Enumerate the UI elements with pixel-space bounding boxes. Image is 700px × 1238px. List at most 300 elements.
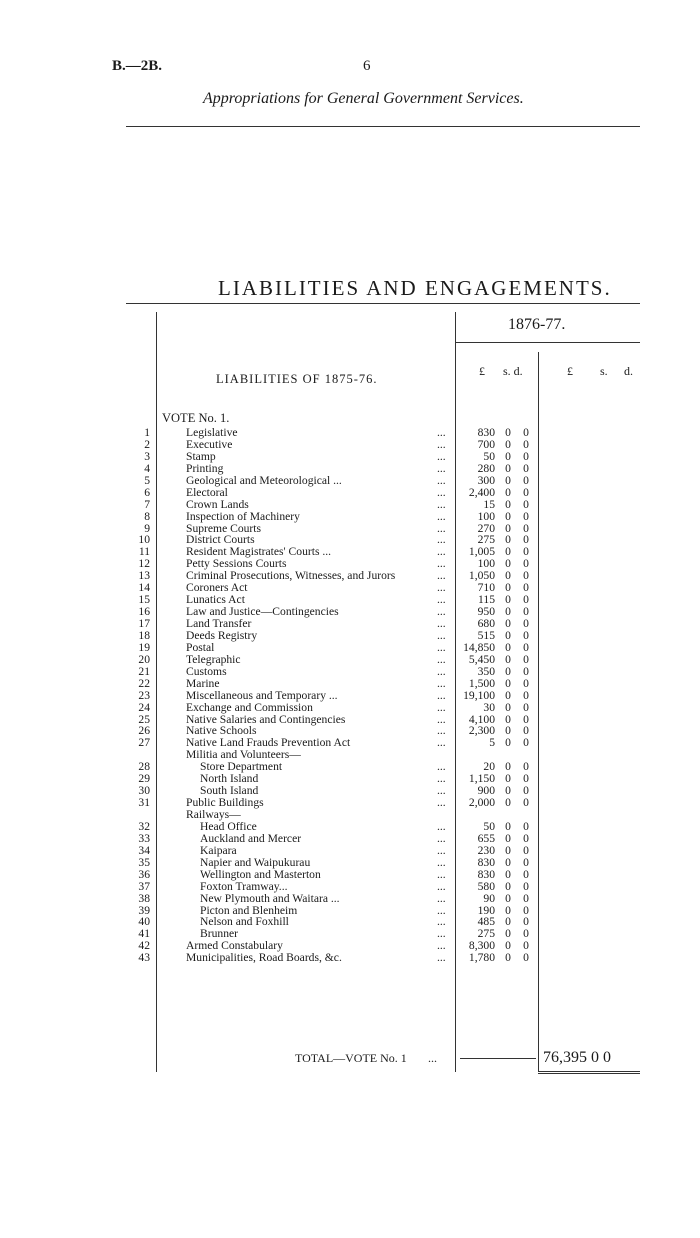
- row-number: 43: [138, 951, 150, 965]
- row-pence: 0: [523, 449, 529, 463]
- leader-dots: ...: [437, 640, 446, 654]
- page-reference: B.—2B.: [112, 58, 163, 74]
- row-pence: 0: [523, 736, 529, 750]
- row-pence: 0: [523, 664, 529, 678]
- row-label: Legislative: [186, 426, 238, 439]
- row-shillings: 0: [505, 927, 511, 941]
- row-amount: 580: [477, 879, 495, 893]
- row-label: Printing: [186, 461, 224, 475]
- row-label: Telegraphic: [186, 652, 241, 666]
- table-row: [0, 725, 700, 737]
- row-label: District Courts: [186, 533, 255, 547]
- currency-pounds-2: £: [567, 364, 573, 378]
- row-label: Picton and Blenheim: [200, 903, 298, 917]
- leader-dots: ...: [437, 628, 446, 642]
- total-rule-2: [538, 1073, 640, 1074]
- row-amount: 950: [477, 605, 495, 619]
- leader-dots: ...: [437, 784, 446, 798]
- table-row: [0, 487, 700, 499]
- row-pence: 0: [523, 951, 529, 965]
- row-number: 42: [138, 939, 150, 953]
- row-number: 18: [138, 628, 150, 642]
- table-row: [0, 630, 700, 642]
- row-pence: 0: [523, 867, 529, 881]
- row-amount: 2,400: [468, 485, 495, 499]
- row-number: 31: [138, 796, 150, 810]
- row-shillings: 0: [505, 843, 511, 857]
- table-row: [0, 749, 700, 761]
- row-shillings: 0: [505, 724, 511, 738]
- leader-dots: ...: [437, 736, 446, 750]
- row-number: 36: [138, 867, 150, 881]
- row-shillings: 0: [505, 700, 511, 714]
- table-row: [0, 714, 700, 726]
- row-shillings: 0: [505, 652, 511, 666]
- row-number: 6: [144, 485, 150, 499]
- table-row: [0, 642, 700, 654]
- row-label: Wellington and Masterton: [200, 867, 321, 881]
- leader-dots: ...: [437, 497, 446, 511]
- leader-dots: ...: [437, 605, 446, 619]
- subtotal-rule: [460, 1058, 536, 1059]
- row-amount: 5,450: [468, 652, 495, 666]
- leader-dots: ...: [437, 664, 446, 678]
- currency-s-2: s.: [600, 364, 608, 378]
- row-pence: 0: [523, 891, 529, 905]
- row-label: Land Transfer: [186, 617, 252, 630]
- table-row: [0, 952, 700, 964]
- table-row: [0, 773, 700, 785]
- row-pence: 0: [523, 605, 529, 619]
- row-pence: 0: [523, 628, 529, 642]
- row-shillings: 0: [505, 426, 511, 439]
- row-label: Lunatics Act: [186, 593, 245, 607]
- row-shillings: 0: [505, 628, 511, 642]
- row-pence: 0: [523, 712, 529, 726]
- row-amount: 1,050: [468, 569, 495, 583]
- row-pence: 0: [523, 879, 529, 893]
- row-pence: 0: [523, 569, 529, 583]
- row-pence: 0: [523, 485, 529, 499]
- table-row: [0, 916, 700, 928]
- row-label: Native Land Frauds Prevention Act: [186, 736, 351, 750]
- table-row: [0, 511, 700, 523]
- row-label: Supreme Courts: [186, 521, 262, 535]
- row-label: Miscellaneous and Temporary ...: [186, 688, 338, 702]
- row-shillings: 0: [505, 485, 511, 499]
- row-amount: 270: [477, 521, 495, 535]
- row-number: 39: [138, 903, 150, 917]
- row-pence: 0: [523, 855, 529, 869]
- row-shillings: 0: [505, 831, 511, 845]
- row-pence: 0: [523, 700, 529, 714]
- row-label: Deeds Registry: [186, 628, 258, 642]
- row-shillings: 0: [505, 879, 511, 893]
- row-number: 3: [144, 449, 150, 463]
- liability-rows: [0, 427, 700, 964]
- row-shillings: 0: [505, 449, 511, 463]
- row-pence: 0: [523, 509, 529, 523]
- leader-dots: ...: [437, 796, 446, 810]
- row-amount: 1,150: [468, 772, 495, 786]
- table-row: [0, 690, 700, 702]
- row-shillings: 0: [505, 593, 511, 607]
- row-label: Militia and Volunteers—: [186, 748, 301, 762]
- leader-dots: ...: [437, 939, 446, 953]
- row-label: Foxton Tramway...: [200, 879, 288, 893]
- row-shillings: 0: [505, 509, 511, 523]
- row-label: Municipalities, Road Boards, &c.: [186, 951, 342, 965]
- leader-dots: ...: [437, 724, 446, 738]
- row-label: Executive: [186, 437, 233, 451]
- leader-dots: ...: [437, 593, 446, 607]
- row-amount: 700: [477, 437, 495, 451]
- leader-dots: ...: [437, 676, 446, 690]
- leader-dots: ...: [437, 581, 446, 595]
- row-number: 28: [138, 760, 150, 774]
- row-number: 29: [138, 772, 150, 786]
- row-label: New Plymouth and Waitara ...: [200, 891, 340, 905]
- row-label: South Island: [200, 784, 259, 798]
- table-row: [0, 785, 700, 797]
- row-shillings: 0: [505, 772, 511, 786]
- row-number: 4: [144, 461, 150, 475]
- row-amount: 100: [477, 509, 495, 523]
- leader-dots: ...: [437, 700, 446, 714]
- leader-dots: ...: [437, 867, 446, 881]
- row-pence: 0: [523, 557, 529, 571]
- row-pence: 0: [523, 426, 529, 439]
- row-number: 32: [138, 819, 150, 833]
- liabilities-heading: LIABILITIES OF 1875-76.: [216, 372, 378, 386]
- row-amount: 350: [477, 664, 495, 678]
- table-row: [0, 475, 700, 487]
- row-label: Resident Magistrates' Courts ...: [186, 545, 332, 559]
- row-pence: 0: [523, 652, 529, 666]
- row-amount: 15: [483, 497, 495, 511]
- leader-dots: ...: [437, 819, 446, 833]
- table-row: [0, 582, 700, 594]
- row-label: Railways—: [186, 808, 241, 821]
- row-shillings: 0: [505, 521, 511, 535]
- row-shillings: 0: [505, 855, 511, 869]
- leader-dots: ...: [437, 545, 446, 559]
- row-shillings: 0: [505, 760, 511, 774]
- page-subtitle: Appropriations for General Government Services.: [203, 90, 524, 107]
- table-row: [0, 869, 700, 881]
- table-row: [0, 737, 700, 749]
- row-number: 41: [138, 927, 150, 941]
- table-row: [0, 833, 700, 845]
- row-pence: 0: [523, 927, 529, 941]
- leader-dots: ...: [437, 772, 446, 786]
- row-amount: 1,780: [468, 951, 495, 965]
- row-shillings: 0: [505, 736, 511, 750]
- currency-pounds-1: £: [479, 364, 485, 378]
- row-number: 2: [144, 437, 150, 451]
- row-pence: 0: [523, 843, 529, 857]
- row-number: 25: [138, 712, 150, 726]
- table-row: [0, 499, 700, 511]
- row-label: Inspection of Machinery: [186, 509, 300, 523]
- row-shillings: 0: [505, 676, 511, 690]
- row-pence: 0: [523, 593, 529, 607]
- row-amount: 5: [489, 736, 495, 750]
- leader-dots: ...: [437, 533, 446, 547]
- row-number: 15: [138, 593, 150, 607]
- row-label: Coroners Act: [186, 581, 248, 595]
- leader-dots: ...: [437, 915, 446, 929]
- leader-dots: ...: [437, 509, 446, 523]
- row-number: 8: [144, 509, 150, 523]
- row-amount: 100: [477, 557, 495, 571]
- row-number: 35: [138, 855, 150, 869]
- row-number: 23: [138, 688, 150, 702]
- row-number: 27: [138, 736, 150, 750]
- currency-d-2: d.: [624, 364, 633, 378]
- row-number: 22: [138, 676, 150, 690]
- row-pence: 0: [523, 581, 529, 595]
- table-top-rule: [126, 303, 640, 304]
- row-pence: 0: [523, 473, 529, 487]
- row-amount: 1,500: [468, 676, 495, 690]
- row-pence: 0: [523, 545, 529, 559]
- row-amount: 2,000: [468, 796, 495, 810]
- row-number: 40: [138, 915, 150, 929]
- row-pence: 0: [523, 640, 529, 654]
- row-shillings: 0: [505, 939, 511, 953]
- row-pence: 0: [523, 676, 529, 690]
- table-row: [0, 570, 700, 582]
- row-number: 14: [138, 581, 150, 595]
- row-shillings: 0: [505, 605, 511, 619]
- row-shillings: 0: [505, 903, 511, 917]
- row-shillings: 0: [505, 569, 511, 583]
- row-label: Armed Constabulary: [186, 939, 283, 953]
- table-row: [0, 940, 700, 952]
- row-number: 33: [138, 831, 150, 845]
- row-pence: 0: [523, 617, 529, 630]
- row-label: Public Buildings: [186, 796, 264, 810]
- row-number: 5: [144, 473, 150, 487]
- row-shillings: 0: [505, 915, 511, 929]
- row-number: 34: [138, 843, 150, 857]
- row-number: 17: [138, 617, 150, 630]
- row-shillings: 0: [505, 557, 511, 571]
- row-label: Customs: [186, 664, 227, 678]
- row-label: North Island: [200, 772, 259, 786]
- leader-dots: ...: [437, 652, 446, 666]
- leader-dots: ...: [437, 855, 446, 869]
- leader-dots: ...: [437, 951, 446, 965]
- table-row: [0, 809, 700, 821]
- row-shillings: 0: [505, 461, 511, 475]
- table-row: [0, 439, 700, 451]
- row-number: 1: [144, 426, 150, 439]
- row-amount: 50: [483, 819, 495, 833]
- table-row: [0, 654, 700, 666]
- table-row: [0, 702, 700, 714]
- row-amount: 8,300: [468, 939, 495, 953]
- row-pence: 0: [523, 724, 529, 738]
- row-label: Kaipara: [200, 843, 237, 857]
- leader-dots: ...: [437, 521, 446, 535]
- row-number: 10: [138, 533, 150, 547]
- table-row: [0, 666, 700, 678]
- total-dots: ...: [428, 1051, 437, 1065]
- row-pence: 0: [523, 688, 529, 702]
- leader-dots: ...: [437, 473, 446, 487]
- leader-dots: ...: [437, 903, 446, 917]
- row-amount: 230: [477, 843, 495, 857]
- row-shillings: 0: [505, 581, 511, 595]
- row-number: 24: [138, 700, 150, 714]
- row-pence: 0: [523, 819, 529, 833]
- leader-dots: ...: [437, 461, 446, 475]
- table-row: [0, 606, 700, 618]
- row-pence: 0: [523, 915, 529, 929]
- row-amount: 830: [477, 855, 495, 869]
- row-label: Petty Sessions Courts: [186, 557, 287, 571]
- row-shillings: 0: [505, 617, 511, 630]
- page-number: 6: [363, 58, 371, 74]
- row-amount: 20: [483, 760, 495, 774]
- row-number: 7: [144, 497, 150, 511]
- row-label: Law and Justice—Contingencies: [186, 605, 339, 619]
- row-amount: 275: [477, 533, 495, 547]
- row-amount: 710: [477, 581, 495, 595]
- total-value: 76,395 0 0: [543, 1049, 611, 1066]
- total-rule: [538, 1071, 640, 1072]
- row-label: Brunner: [200, 927, 238, 941]
- row-amount: 830: [477, 867, 495, 881]
- table-row: [0, 893, 700, 905]
- leader-dots: ...: [437, 449, 446, 463]
- vote-heading: VOTE No. 1.: [162, 411, 230, 425]
- leader-dots: ...: [437, 927, 446, 941]
- table-row: [0, 534, 700, 546]
- total-label: TOTAL—VOTE No. 1: [295, 1051, 407, 1065]
- row-label: Postal: [186, 640, 215, 654]
- row-amount: 655: [477, 831, 495, 845]
- row-number: 38: [138, 891, 150, 905]
- row-shillings: 0: [505, 664, 511, 678]
- row-label: Crown Lands: [186, 497, 249, 511]
- row-label: Exchange and Commission: [186, 700, 313, 714]
- row-shillings: 0: [505, 784, 511, 798]
- row-shillings: 0: [505, 473, 511, 487]
- row-pence: 0: [523, 461, 529, 475]
- row-shillings: 0: [505, 545, 511, 559]
- row-amount: 900: [477, 784, 495, 798]
- row-amount: 280: [477, 461, 495, 475]
- year-underline: [455, 342, 640, 343]
- row-pence: 0: [523, 796, 529, 810]
- row-number: 9: [144, 521, 150, 535]
- row-label: Head Office: [200, 819, 257, 833]
- row-pence: 0: [523, 772, 529, 786]
- row-amount: 485: [477, 915, 495, 929]
- row-pence: 0: [523, 521, 529, 535]
- leader-dots: ...: [437, 426, 446, 439]
- leader-dots: ...: [437, 485, 446, 499]
- table-row: [0, 594, 700, 606]
- table-row: [0, 845, 700, 857]
- table-row: [0, 546, 700, 558]
- leader-dots: ...: [437, 891, 446, 905]
- row-shillings: 0: [505, 533, 511, 547]
- row-amount: 50: [483, 449, 495, 463]
- row-pence: 0: [523, 533, 529, 547]
- table-row: [0, 427, 700, 439]
- row-amount: 275: [477, 927, 495, 941]
- row-label: Native Salaries and Contingencies: [186, 712, 346, 726]
- row-pence: 0: [523, 760, 529, 774]
- row-amount: 90: [483, 891, 495, 905]
- leader-dots: ...: [437, 557, 446, 571]
- row-pence: 0: [523, 903, 529, 917]
- leader-dots: ...: [437, 569, 446, 583]
- row-number: 37: [138, 879, 150, 893]
- row-label: Geological and Meteorological ...: [186, 473, 342, 487]
- leader-dots: ...: [437, 437, 446, 451]
- row-number: 19: [138, 640, 150, 654]
- row-amount: 14,850: [463, 640, 495, 654]
- row-label: Criminal Prosecutions, Witnesses, and Jurors: [186, 569, 396, 583]
- table-row: [0, 821, 700, 833]
- table-row: [0, 618, 700, 630]
- table-row: [0, 678, 700, 690]
- table-row: [0, 451, 700, 463]
- table-row: [0, 463, 700, 475]
- row-number: 26: [138, 724, 150, 738]
- row-amount: 30: [483, 700, 495, 714]
- row-shillings: 0: [505, 796, 511, 810]
- row-shillings: 0: [505, 640, 511, 654]
- row-number: 13: [138, 569, 150, 583]
- row-number: 30: [138, 784, 150, 798]
- leader-dots: ...: [437, 879, 446, 893]
- currency-sd-1: s. d.: [503, 364, 523, 378]
- row-amount: 19,100: [463, 688, 495, 702]
- row-shillings: 0: [505, 437, 511, 451]
- row-pence: 0: [523, 497, 529, 511]
- row-label: Store Department: [200, 760, 283, 774]
- row-amount: 4,100: [468, 712, 495, 726]
- row-shillings: 0: [505, 951, 511, 965]
- row-amount: 830: [477, 426, 495, 439]
- row-pence: 0: [523, 437, 529, 451]
- leader-dots: ...: [437, 831, 446, 845]
- row-pence: 0: [523, 831, 529, 845]
- row-number: 21: [138, 664, 150, 678]
- leader-dots: ...: [437, 617, 446, 630]
- row-label: Stamp: [186, 449, 216, 463]
- table-row: [0, 881, 700, 893]
- row-number: 11: [138, 545, 150, 559]
- table-row: [0, 523, 700, 535]
- row-amount: 1,005: [468, 545, 495, 559]
- row-amount: 115: [478, 593, 495, 607]
- table-row: [0, 905, 700, 917]
- row-amount: 2,300: [468, 724, 495, 738]
- row-number: 20: [138, 652, 150, 666]
- row-shillings: 0: [505, 867, 511, 881]
- row-number: 16: [138, 605, 150, 619]
- row-amount: 515: [477, 628, 495, 642]
- leader-dots: ...: [437, 843, 446, 857]
- leader-dots: ...: [437, 760, 446, 774]
